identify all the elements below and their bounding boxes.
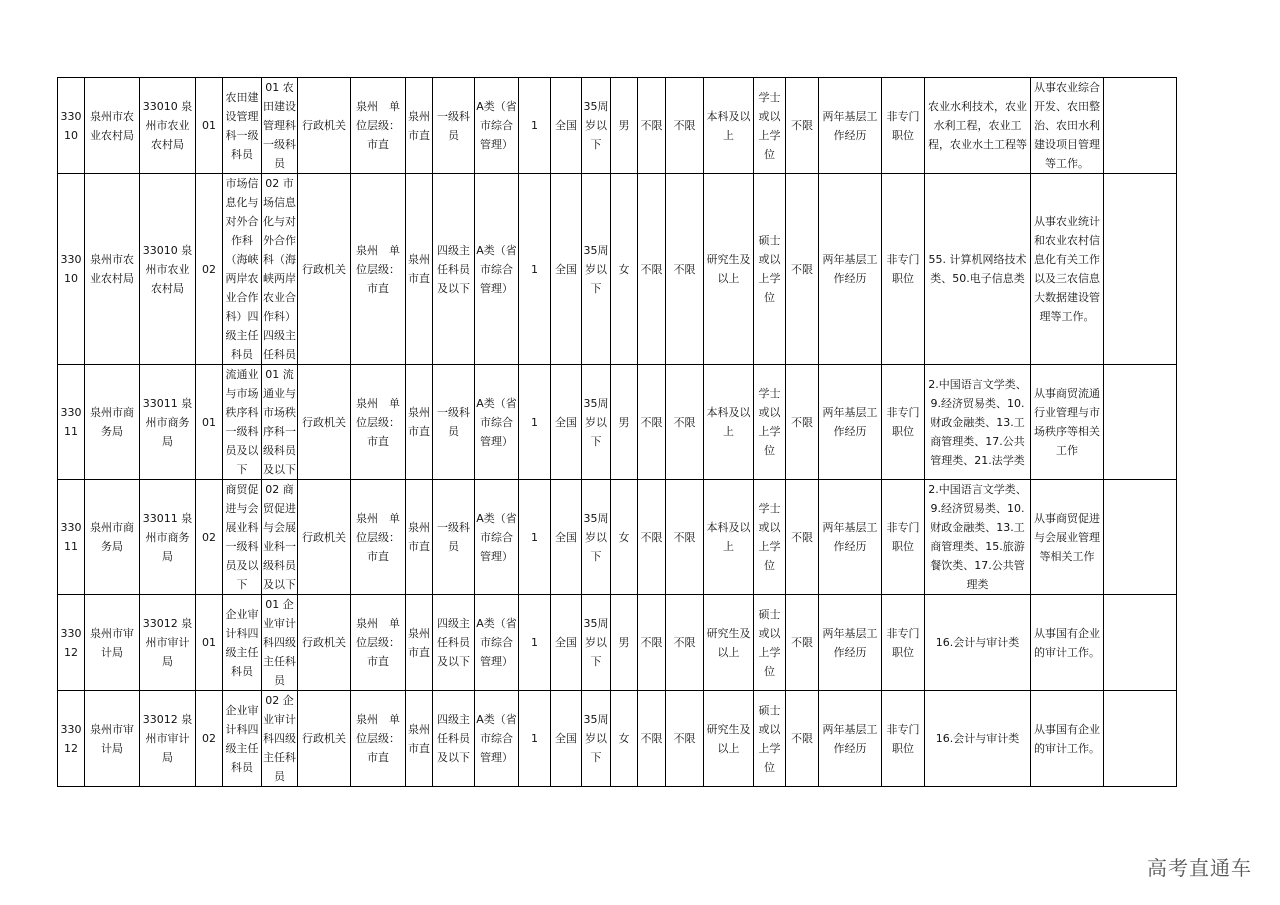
cell-major: 55. 计算机网络技术类、50.电子信息类 xyxy=(925,174,1031,365)
cell-age: 35周岁以下 xyxy=(582,174,611,365)
cell-gender: 男 xyxy=(611,595,638,691)
cell-age: 35周岁以下 xyxy=(582,480,611,595)
cell-area: 泉州市直 xyxy=(406,480,433,595)
cell-pos-code: 02 企业审计科四级主任科员 xyxy=(262,691,298,787)
cell-pos-type: 非专门职位 xyxy=(882,691,925,787)
cell-ethnicity: 不限 xyxy=(638,78,666,174)
cell-degree: 硕士或以上学位 xyxy=(754,691,786,787)
cell-unit-level: 泉州 单位层级：市直 xyxy=(351,365,406,480)
cell-pos-no: 02 xyxy=(196,174,223,365)
cell-unit-nature: 行政机关 xyxy=(298,691,351,787)
cell-ethnicity: 不限 xyxy=(638,174,666,365)
cell-duty: 从事农业统计和农业农村信息化有关工作以及三农信息大数据建设管理等工作。 xyxy=(1031,174,1104,365)
cell-degree: 硕士或以上学位 xyxy=(754,174,786,365)
cell-dept: 泉州市农业农村局 xyxy=(85,78,140,174)
watermark-text: 高考直通车 xyxy=(1147,856,1252,880)
cell-duty: 从事商贸促进与会展业管理等相关工作 xyxy=(1031,480,1104,595)
cell-pos-code: 01 农田建设管理科一级科员 xyxy=(262,78,298,174)
cell-duty: 从事国有企业的审计工作。 xyxy=(1031,691,1104,787)
cell-experience: 两年基层工作经历 xyxy=(819,480,882,595)
cell-degree: 学士或以上学位 xyxy=(754,480,786,595)
table-row xyxy=(58,691,1177,787)
cell-rank: 四级主任科员及以下 xyxy=(433,691,475,787)
cell-ethnicity: 不限 xyxy=(638,691,666,787)
cell-dept: 泉州市农业农村局 xyxy=(85,174,140,365)
cell-dept: 泉州市商务局 xyxy=(85,480,140,595)
cell-major: 2.中国语言文学类、9.经济贸易类、10.财政金融类、13.工商管理类、17.公共管理类、21.法学类 xyxy=(925,365,1031,480)
cell-pos-code: 02 商贸促进与会展业科一级科员及以下 xyxy=(262,480,298,595)
cell-education: 本科及以上 xyxy=(704,78,754,174)
cell-area: 泉州市直 xyxy=(406,174,433,365)
cell-politics: 不限 xyxy=(666,480,704,595)
cell-education: 本科及以上 xyxy=(704,480,754,595)
cell-dept: 泉州市审计局 xyxy=(85,595,140,691)
cell-count: 1 xyxy=(519,595,551,691)
cell-household: 不限 xyxy=(786,174,819,365)
cell-major: 16.会计与审计类 xyxy=(925,595,1031,691)
cell-unit-level: 泉州 单位层级：市直 xyxy=(351,595,406,691)
cell-remark xyxy=(1104,595,1177,691)
cell-pos-type: 非专门职位 xyxy=(882,78,925,174)
cell-count: 1 xyxy=(519,691,551,787)
cell-age: 35周岁以下 xyxy=(582,365,611,480)
cell-duty: 从事农业综合开发、农田整治、农田水利建设项目管理等工作。 xyxy=(1031,78,1104,174)
cell-category: A类（省市综合管理） xyxy=(475,595,519,691)
cell-age: 35周岁以下 xyxy=(582,595,611,691)
cell-pos-no: 01 xyxy=(196,365,223,480)
cell-gender: 女 xyxy=(611,174,638,365)
cell-code: 33011 xyxy=(58,365,85,480)
cell-category: A类（省市综合管理） xyxy=(475,691,519,787)
cell-rank: 一级科员 xyxy=(433,365,475,480)
cell-experience: 两年基层工作经历 xyxy=(819,691,882,787)
cell-education: 研究生及以上 xyxy=(704,595,754,691)
cell-household: 不限 xyxy=(786,691,819,787)
cell-unit-level: 泉州 单位层级：市直 xyxy=(351,480,406,595)
cell-major: 2.中国语言文学类、9.经济贸易类、10.财政金融类、13.工商管理类、15.旅游餐饮类、17.公共管理类 xyxy=(925,480,1031,595)
cell-remark xyxy=(1104,365,1177,480)
cell-code: 33010 xyxy=(58,174,85,365)
cell-degree: 学士或以上学位 xyxy=(754,78,786,174)
cell-duty: 从事商贸流通行业管理与市场秩序等相关工作 xyxy=(1031,365,1104,480)
cell-unit-level: 泉州 单位层级：市直 xyxy=(351,78,406,174)
cell-unit-nature: 行政机关 xyxy=(298,174,351,365)
table-row xyxy=(58,480,1177,595)
cell-unit: 33012 泉州市审计局 xyxy=(140,691,196,787)
cell-gender: 男 xyxy=(611,78,638,174)
cell-politics: 不限 xyxy=(666,78,704,174)
cell-pos-no: 02 xyxy=(196,691,223,787)
table-row xyxy=(58,365,1177,480)
cell-category: A类（省市综合管理） xyxy=(475,365,519,480)
cell-code: 33012 xyxy=(58,691,85,787)
cell-pos-type: 非专门职位 xyxy=(882,365,925,480)
cell-pos-no: 02 xyxy=(196,480,223,595)
cell-rank: 一级科员 xyxy=(433,480,475,595)
cell-unit-level: 泉州 单位层级：市直 xyxy=(351,691,406,787)
cell-experience: 两年基层工作经历 xyxy=(819,365,882,480)
cell-remark xyxy=(1104,78,1177,174)
table-row xyxy=(58,174,1177,365)
cell-gender: 女 xyxy=(611,480,638,595)
cell-pos-code: 02 市场信息化与对外合作科（海峡两岸农业合作科）四级主任科员 xyxy=(262,174,298,365)
cell-education: 本科及以上 xyxy=(704,365,754,480)
cell-household: 不限 xyxy=(786,480,819,595)
cell-degree: 学士或以上学位 xyxy=(754,365,786,480)
cell-politics: 不限 xyxy=(666,691,704,787)
cell-area: 泉州市直 xyxy=(406,691,433,787)
cell-scope: 全国 xyxy=(551,78,582,174)
cell-household: 不限 xyxy=(786,78,819,174)
cell-pos-type: 非专门职位 xyxy=(882,480,925,595)
cell-pos-name: 农田建设管理科一级科员 xyxy=(223,78,262,174)
cell-scope: 全国 xyxy=(551,691,582,787)
cell-experience: 两年基层工作经历 xyxy=(819,595,882,691)
cell-politics: 不限 xyxy=(666,595,704,691)
cell-pos-name: 企业审计科四级主任科员 xyxy=(223,691,262,787)
cell-area: 泉州市直 xyxy=(406,365,433,480)
table-row xyxy=(58,595,1177,691)
cell-scope: 全国 xyxy=(551,174,582,365)
cell-politics: 不限 xyxy=(666,174,704,365)
cell-area: 泉州市直 xyxy=(406,78,433,174)
cell-dept: 泉州市商务局 xyxy=(85,365,140,480)
cell-rank: 一级科员 xyxy=(433,78,475,174)
cell-major: 农业水利技术，农业水利工程，农业工程，农业水土工程等 xyxy=(925,78,1031,174)
cell-remark xyxy=(1104,480,1177,595)
cell-gender: 女 xyxy=(611,691,638,787)
cell-unit-nature: 行政机关 xyxy=(298,365,351,480)
cell-unit: 33010 泉州市农业农村局 xyxy=(140,78,196,174)
cell-politics: 不限 xyxy=(666,365,704,480)
cell-unit: 33012 泉州市审计局 xyxy=(140,595,196,691)
cell-count: 1 xyxy=(519,174,551,365)
cell-degree: 硕士或以上学位 xyxy=(754,595,786,691)
cell-code: 33011 xyxy=(58,480,85,595)
cell-age: 35周岁以下 xyxy=(582,691,611,787)
cell-ethnicity: 不限 xyxy=(638,595,666,691)
cell-remark xyxy=(1104,174,1177,365)
cell-pos-name: 流通业与市场秩序科一级科员及以下 xyxy=(223,365,262,480)
cell-unit: 33011 泉州市商务局 xyxy=(140,365,196,480)
job-position-table xyxy=(57,77,1177,787)
cell-pos-type: 非专门职位 xyxy=(882,595,925,691)
cell-rank: 四级主任科员及以下 xyxy=(433,174,475,365)
cell-pos-code: 01 企业审计科四级主任科员 xyxy=(262,595,298,691)
cell-category: A类（省市综合管理） xyxy=(475,174,519,365)
cell-unit-level: 泉州 单位层级：市直 xyxy=(351,174,406,365)
cell-major: 16.会计与审计类 xyxy=(925,691,1031,787)
cell-category: A类（省市综合管理） xyxy=(475,480,519,595)
cell-pos-no: 01 xyxy=(196,595,223,691)
cell-pos-name: 企业审计科四级主任科员 xyxy=(223,595,262,691)
cell-pos-name: 商贸促进与会展业科一级科员及以下 xyxy=(223,480,262,595)
cell-gender: 男 xyxy=(611,365,638,480)
cell-category: A类（省市综合管理） xyxy=(475,78,519,174)
cell-household: 不限 xyxy=(786,365,819,480)
cell-remark xyxy=(1104,691,1177,787)
cell-duty: 从事国有企业的审计工作。 xyxy=(1031,595,1104,691)
cell-education: 研究生及以上 xyxy=(704,691,754,787)
cell-experience: 两年基层工作经历 xyxy=(819,78,882,174)
cell-pos-name: 市场信息化与对外合作科（海峡两岸农业合作科）四级主任科员 xyxy=(223,174,262,365)
cell-scope: 全国 xyxy=(551,595,582,691)
cell-scope: 全国 xyxy=(551,365,582,480)
cell-pos-type: 非专门职位 xyxy=(882,174,925,365)
cell-pos-code: 01 流通业与市场秩序科一级科员及以下 xyxy=(262,365,298,480)
cell-education: 研究生及以上 xyxy=(704,174,754,365)
cell-age: 35周岁以下 xyxy=(582,78,611,174)
cell-ethnicity: 不限 xyxy=(638,480,666,595)
cell-code: 33012 xyxy=(58,595,85,691)
cell-area: 泉州市直 xyxy=(406,595,433,691)
cell-unit: 33011 泉州市商务局 xyxy=(140,480,196,595)
cell-unit-nature: 行政机关 xyxy=(298,595,351,691)
cell-code: 33010 xyxy=(58,78,85,174)
cell-household: 不限 xyxy=(786,595,819,691)
cell-scope: 全国 xyxy=(551,480,582,595)
cell-dept: 泉州市审计局 xyxy=(85,691,140,787)
cell-count: 1 xyxy=(519,365,551,480)
job-table-body xyxy=(58,78,1177,787)
cell-ethnicity: 不限 xyxy=(638,365,666,480)
cell-experience: 两年基层工作经历 xyxy=(819,174,882,365)
cell-rank: 四级主任科员及以下 xyxy=(433,595,475,691)
cell-count: 1 xyxy=(519,480,551,595)
cell-pos-no: 01 xyxy=(196,78,223,174)
cell-unit-nature: 行政机关 xyxy=(298,78,351,174)
cell-count: 1 xyxy=(519,78,551,174)
cell-unit: 33010 泉州市农业农村局 xyxy=(140,174,196,365)
cell-unit-nature: 行政机关 xyxy=(298,480,351,595)
table-row xyxy=(58,78,1177,174)
